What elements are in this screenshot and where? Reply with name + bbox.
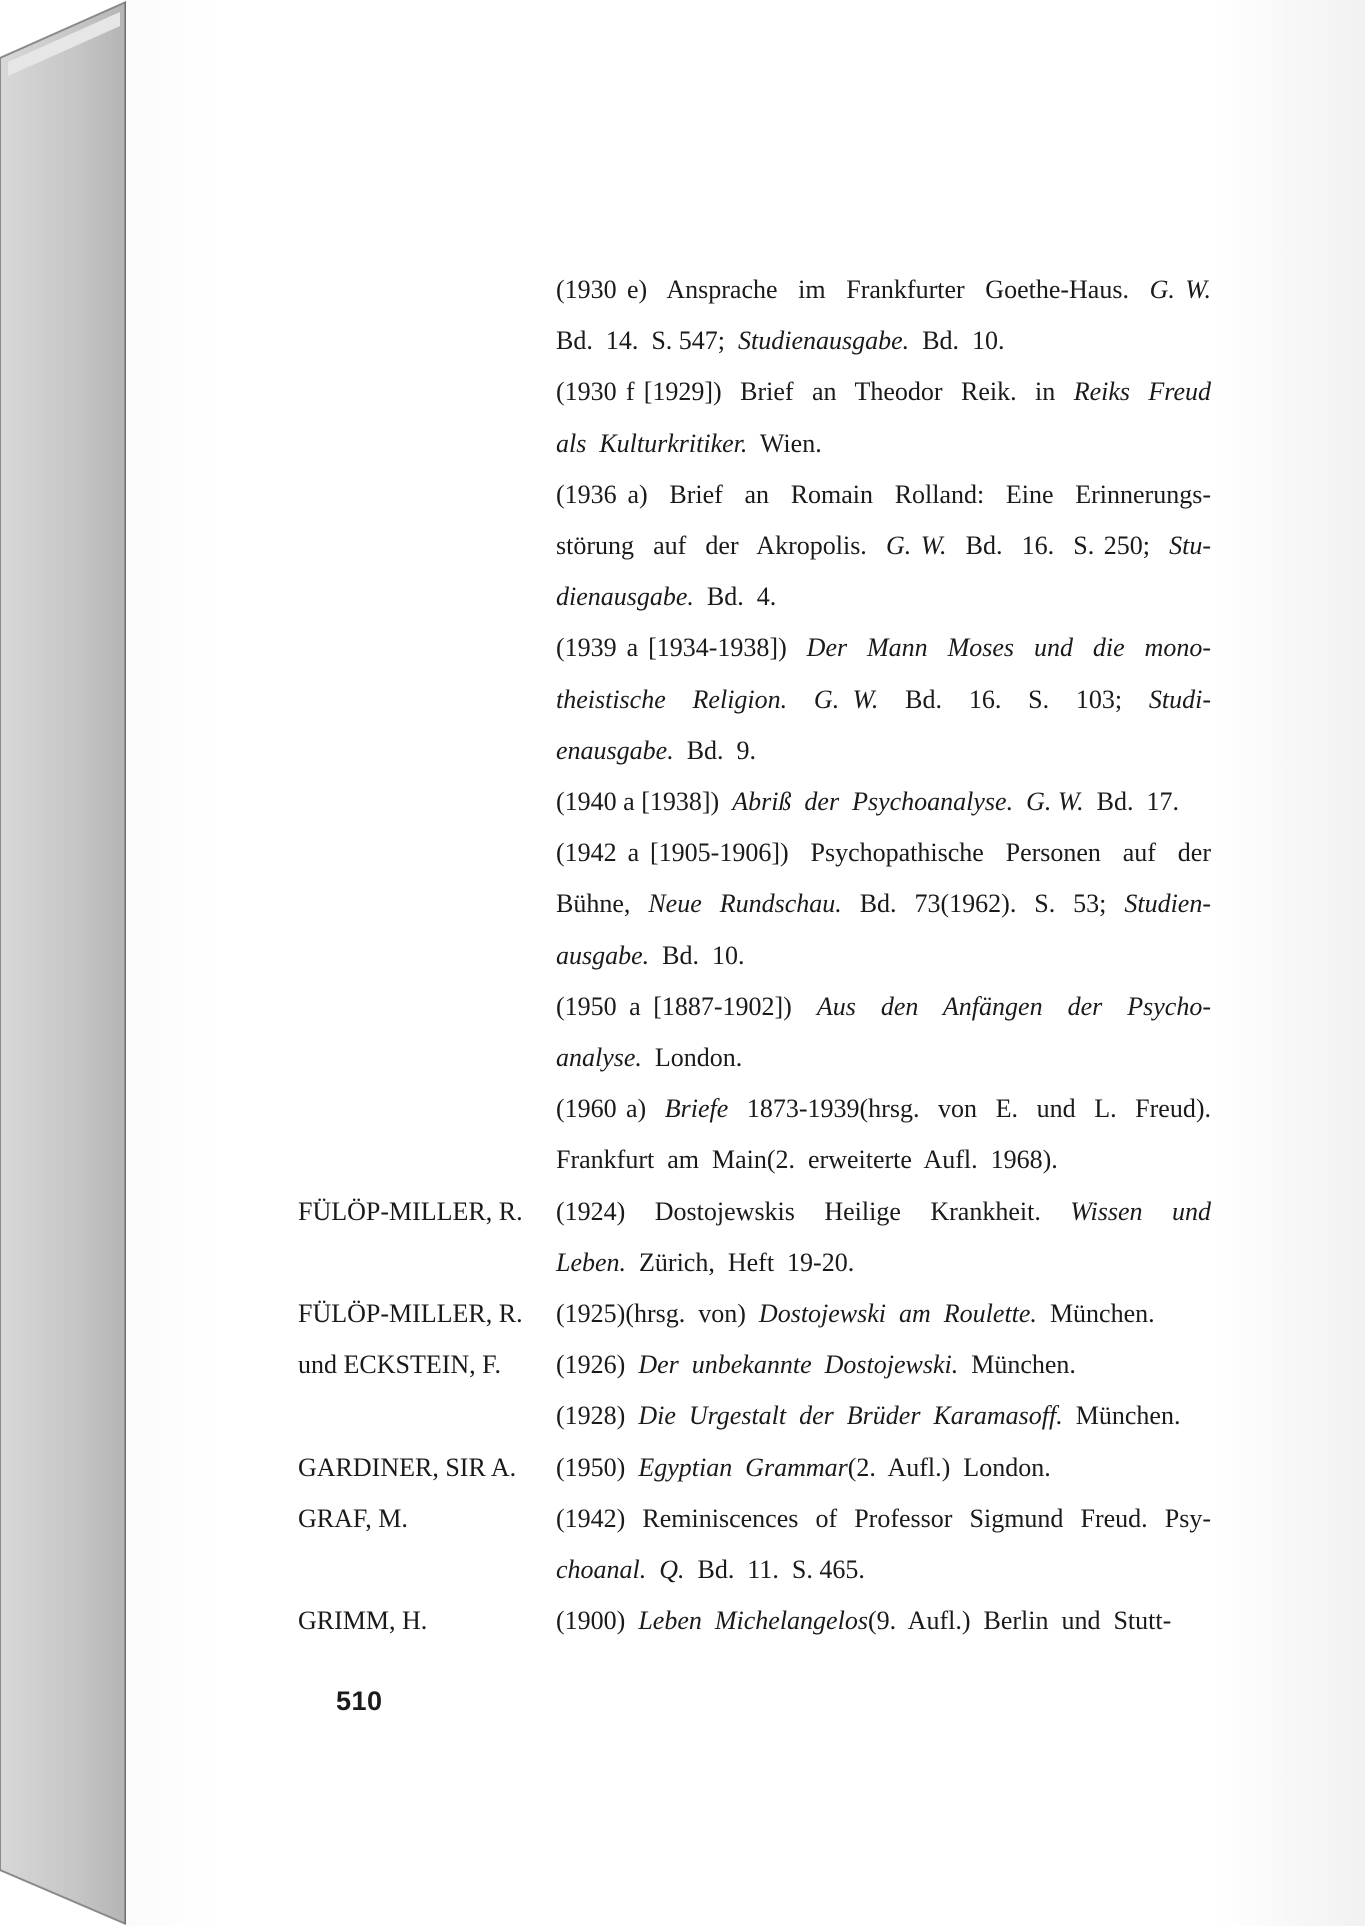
- text-run: (1940 a [1938]): [556, 787, 733, 816]
- entry-line: [556, 1186, 1211, 1237]
- text-run: (1900): [556, 1606, 639, 1636]
- italic-text: Neue Rundschau.: [648, 889, 842, 919]
- italic-text: enausgabe.: [556, 735, 674, 765]
- text-run: Bd. 14. S. 547;: [556, 326, 739, 356]
- text-run: (1928): [556, 1401, 639, 1431]
- entry-line: [556, 776, 1211, 827]
- italic-text: Leben Michelangelos: [638, 1606, 868, 1636]
- page-number: 510: [336, 1686, 383, 1716]
- text-run: Bühne,: [556, 889, 649, 919]
- text-run: (1924) Dostojewskis Heilige Krankheit.: [556, 1196, 1071, 1226]
- text-run: München.: [958, 1350, 1076, 1380]
- text-run: London.: [641, 1043, 743, 1072]
- text-run: Bd. 9.: [673, 735, 757, 765]
- entry-line: [556, 1134, 1211, 1185]
- italic-text: choanal. Q.: [556, 1555, 685, 1584]
- text-run: (1950): [556, 1452, 639, 1482]
- italic-text: Dostojewski am Roulette.: [758, 1299, 1037, 1328]
- text-run: Bd. 10.: [649, 940, 745, 970]
- text-run: störung auf der Akropolis.: [556, 531, 886, 560]
- text-run: Bd. 4.: [693, 582, 777, 612]
- entry-line: [556, 315, 1211, 366]
- italic-text: Abriß der Psychoanalyse. G. W.: [732, 787, 1084, 816]
- entry-line: [556, 469, 1211, 520]
- entry-line: [556, 1083, 1211, 1134]
- entry-line: [556, 674, 1211, 725]
- text-run: Bd. 11. S. 465.: [684, 1555, 865, 1584]
- italic-text: Egyptian Grammar: [638, 1452, 848, 1482]
- entry-line: [556, 725, 1211, 776]
- italic-text: G. W.: [885, 531, 947, 560]
- italic-text: ausgabe.: [556, 940, 650, 970]
- entry-line: [556, 1237, 1211, 1288]
- italic-text: Aus den Anfängen der Psycho-: [816, 991, 1211, 1021]
- entry-line: [556, 1493, 1211, 1544]
- text-run: 1873-1939(hrsg. von E. und L. Freud).: [728, 1094, 1211, 1124]
- entry-line: [556, 878, 1211, 929]
- entry-line: [556, 1595, 1211, 1646]
- italic-text: Der unbekannte Dostojewski.: [638, 1350, 959, 1380]
- entry-author: FÜLÖP-MILLER, R.: [298, 1299, 523, 1328]
- text-run: Zürich, Heft 19-20.: [626, 1247, 855, 1277]
- italic-text: Die Urgestalt der Brüder Karamasoff.: [638, 1401, 1063, 1431]
- text-run: (1950 a [1887-1902]): [556, 991, 817, 1021]
- entry-line: [556, 981, 1211, 1032]
- entry-line: [556, 827, 1211, 878]
- text-run: (1960 a): [556, 1094, 665, 1124]
- text-run: Bd. 16. S. 103;: [878, 684, 1149, 714]
- text-run: Frankfurt am Main(2. erweiterte Aufl. 1968).: [556, 1145, 1058, 1175]
- italic-text: Studienausgabe.: [738, 326, 910, 356]
- italic-text: Leben.: [556, 1247, 627, 1277]
- text-run: (1930 f [1929]) Brief an Theodor Reik. in: [556, 377, 1074, 407]
- italic-text: Wissen und: [1070, 1196, 1211, 1226]
- text-run: Bd. 16. S. 250;: [946, 531, 1170, 560]
- text-run: München.: [1062, 1401, 1181, 1431]
- text-run: (1926): [556, 1350, 639, 1380]
- italic-text: Briefe: [664, 1094, 729, 1124]
- text-run: Bd. 10.: [909, 326, 1005, 356]
- text-run: (1925)(hrsg. von): [556, 1299, 759, 1328]
- entry-line: [556, 1390, 1211, 1441]
- entry-line: [556, 1032, 1211, 1083]
- italic-text: Reiks Freud: [1073, 377, 1211, 407]
- entry-line: [556, 418, 1211, 469]
- text-run: (1939 a [1934-1938]): [556, 633, 807, 663]
- entry-line: [556, 1442, 1211, 1493]
- entry-line: [556, 366, 1211, 417]
- italic-text: Der Mann Moses und die mono-: [806, 633, 1211, 663]
- italic-text: Stu-: [1169, 531, 1211, 560]
- text-run: (1936 a) Brief an Romain Rolland: Eine Erinnerungs-: [556, 479, 1211, 509]
- italic-text: dienausgabe.: [556, 582, 694, 612]
- italic-text: Studi-: [1148, 684, 1211, 714]
- entry-line: [556, 622, 1211, 673]
- text-run: (2. Aufl.) London.: [847, 1452, 1051, 1482]
- entry-line: [556, 1339, 1211, 1390]
- entry-author: GRIMM, H.: [298, 1606, 428, 1636]
- entry-author: GARDINER, SIR A.: [298, 1452, 517, 1482]
- italic-text: Studien-: [1124, 889, 1212, 919]
- text-run: (9. Aufl.) Berlin und Stutt-: [867, 1606, 1172, 1636]
- text-run: München.: [1036, 1299, 1155, 1328]
- text-run: (1942 a [1905-1906]) Psychopathische Personen auf der: [556, 838, 1211, 868]
- text-run: (1942) Reminiscences of Professor Sigmund Freud. Psy-: [556, 1503, 1211, 1533]
- book-spine: [0, 2, 126, 1924]
- entry-author: GRAF, M.: [298, 1503, 408, 1533]
- text-run: Bd. 17.: [1083, 787, 1179, 816]
- entry-line: [556, 520, 1211, 571]
- italic-text: theistische Religion. G. W.: [556, 684, 879, 714]
- italic-text: analyse.: [556, 1043, 642, 1072]
- italic-text: als Kulturkritiker.: [556, 428, 748, 458]
- text-run: Bd. 73(1962). S. 53;: [841, 889, 1125, 919]
- italic-text: G. W.: [1149, 275, 1211, 304]
- entry-line: [556, 1544, 1211, 1595]
- entry-author: FÜLÖP-MILLER, R.: [298, 1196, 523, 1226]
- entry-line: [556, 1288, 1211, 1339]
- entry-line: [556, 930, 1211, 981]
- entry-line: [556, 571, 1211, 622]
- text-run: Wien.: [747, 428, 822, 458]
- entry-line: [556, 264, 1211, 315]
- text-run: (1930 e) Ansprache im Frankfurter Goethe-Haus.: [556, 275, 1150, 304]
- entry-author: und ECKSTEIN, F.: [298, 1350, 502, 1380]
